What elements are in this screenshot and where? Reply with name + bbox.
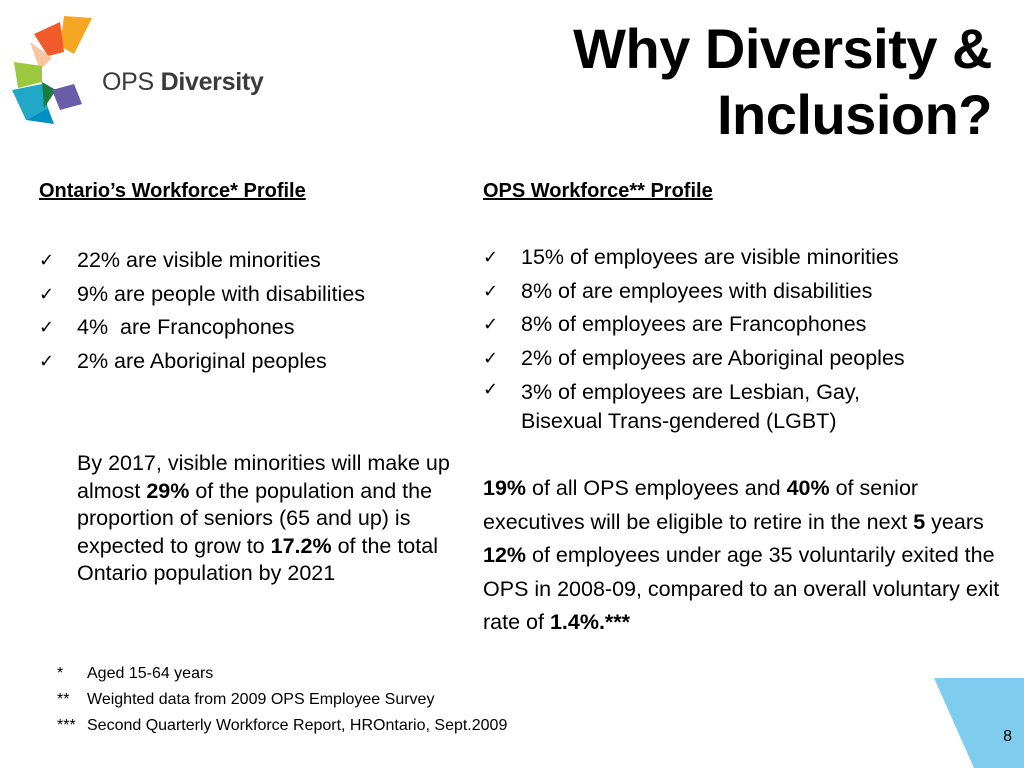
- checkmark-icon: ✓: [483, 347, 499, 368]
- footnote: * Aged 15-64 years: [57, 665, 214, 682]
- ops-workforce-list: [483, 241, 1003, 436]
- logo-mark-icon: [12, 12, 102, 130]
- checkmark-icon: ✓: [483, 314, 499, 334]
- list-item: ✓ 15% of employees are visible minorities: [483, 241, 1003, 275]
- logo-wordmark: OPS Diversity: [102, 68, 264, 96]
- footnote: *** Second Quarterly Workforce Report, HROntario, Sept.2009: [57, 717, 508, 734]
- list-item: ✓ 2% of employees are Aboriginal peoples: [483, 342, 1003, 376]
- ops-diversity-logo: [12, 12, 272, 130]
- ontario-projection-paragraph: By 2017, visible minorities will make up almost 29% of the population and the proportion of seniors (65 and up) is expected to grow to 17.2% of the total Ontario population by 2021: [77, 451, 450, 585]
- list-item: ✓ 22% are visible minorities: [39, 244, 459, 278]
- ops-retirement-paragraph: [483, 472, 1003, 640]
- checkmark-icon: ✓: [39, 317, 55, 337]
- ontario-workforce-list: [39, 244, 459, 378]
- ontario-workforce-heading: Ontario’s Workforce* Profile: [39, 180, 306, 202]
- title-line-2: Inclusion?: [717, 83, 992, 146]
- list-item: ✓ 8% of employees are Francophones: [483, 308, 1003, 342]
- retirement-eligibility-text: 19% of all OPS employees and 40% of senior executives will be eligible to retire in the next 5 years: [483, 476, 984, 534]
- list-item: ✓ 8% of are employees with disabilities: [483, 275, 1003, 309]
- checkmark-icon: ✓: [39, 250, 55, 270]
- voluntary-exit-text: 12% of employees under age 35 voluntarily exited the OPS in 2008-09, compared to an overall voluntary exit rate of 1.4%.***: [483, 543, 1000, 634]
- list-item: ✓ 9% are people with disabilities: [39, 278, 459, 312]
- title-line-1: Why Diversity &: [573, 17, 992, 80]
- slide-title: [432, 16, 992, 148]
- checkmark-icon: ✓: [39, 283, 55, 304]
- page-number: 8: [1003, 728, 1012, 745]
- checkmark-icon: ✓: [483, 379, 499, 399]
- corner-decoration: [934, 678, 1024, 768]
- checkmark-icon: ✓: [483, 247, 499, 267]
- list-item: ✓ 3% of employees are Lesbian, Gay, Bisexual Trans-gendered (LGBT): [483, 375, 941, 436]
- footnotes: [57, 661, 507, 739]
- checkmark-icon: ✓: [39, 350, 55, 371]
- checkmark-icon: ✓: [483, 280, 499, 301]
- ops-workforce-heading: OPS Workforce** Profile: [483, 180, 713, 202]
- list-item: ✓ 2% are Aboriginal peoples: [39, 345, 459, 379]
- footnote: ** Weighted data from 2009 OPS Employee Survey: [57, 691, 435, 708]
- list-item: ✓ 4% are Francophones: [39, 311, 459, 345]
